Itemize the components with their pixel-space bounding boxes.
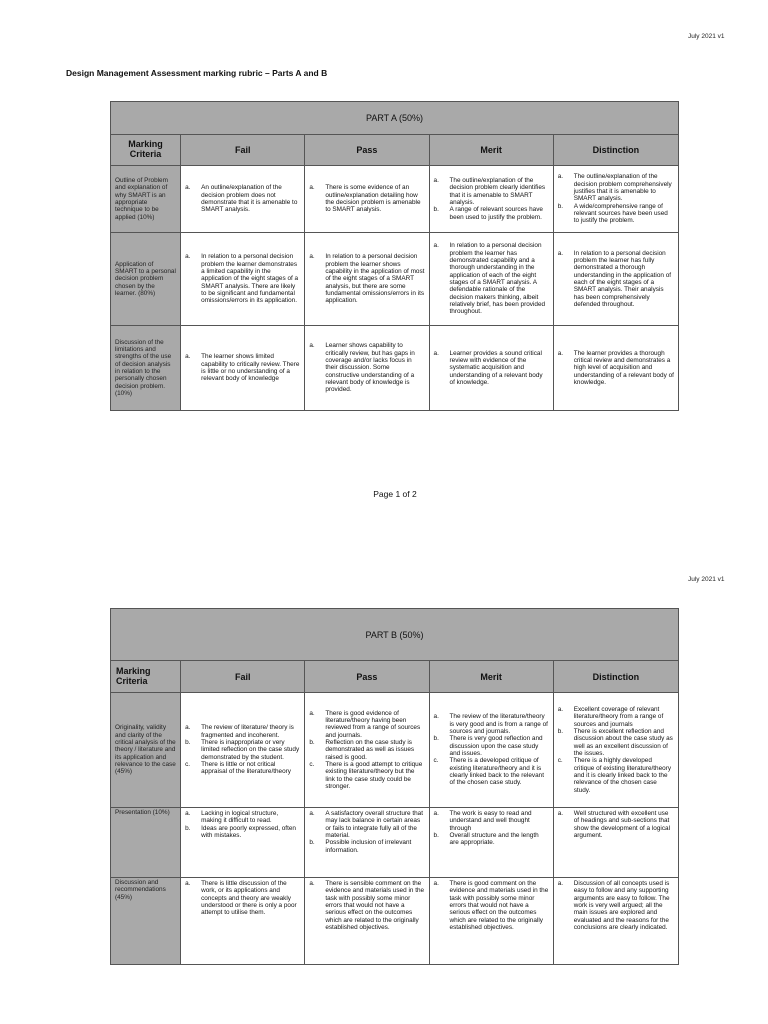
criteria-list <box>185 184 300 213</box>
list-item-text: In relation to a personal decision problem the learner demonstrates a limited capability in the application of the eight stages of a SMART analysis. There are likely to be significant and fundamental omissions/errors in its application. <box>201 253 299 305</box>
list-item <box>309 342 424 394</box>
list-item-text: Ideas are poorly expressed, often with mistakes. <box>201 824 296 840</box>
list-item <box>434 880 549 932</box>
list-marker: a. <box>185 353 191 361</box>
list-item-text: There is a good attempt to critique existing literature/theory but the link to the case study could be stronger. <box>325 761 423 791</box>
list-item <box>309 839 424 854</box>
list-item-text: The outline/explanation of the decision problem comprehensively justifies that it is amenable to SMART analysis. <box>573 173 672 203</box>
list-item <box>434 713 549 735</box>
criteria-cell: Application of SMART to a personal decision problem chosen by the learner. (80%) <box>111 233 181 326</box>
list-marker: b. <box>557 727 564 735</box>
merit-cell <box>429 808 553 878</box>
criteria-list <box>558 173 674 225</box>
list-item-text: There is good evidence of literature/theory having been reviewed from a range of sources and journals. <box>325 709 421 739</box>
list-item <box>185 880 300 917</box>
criteria-list <box>309 342 424 394</box>
list-item <box>309 761 424 790</box>
part-b-rubric-table <box>110 608 679 965</box>
merit-header-b: Merit <box>429 661 553 693</box>
merit-cell <box>429 326 553 411</box>
list-item-text: The review of literature/ theory is fragmented and incoherent. <box>201 724 294 739</box>
list-item <box>185 825 300 840</box>
criteria-list <box>185 353 300 382</box>
criteria-list <box>434 242 549 316</box>
criteria-list <box>309 184 424 213</box>
list-marker: a. <box>185 724 191 732</box>
list-marker: a. <box>185 810 191 817</box>
criteria-list <box>558 880 674 932</box>
criteria-list <box>434 350 549 387</box>
list-item-text: The outline/explanation of the decision problem clearly identifies that it is amenable to SMART analysis. <box>449 176 546 206</box>
list-marker: c. <box>309 761 315 769</box>
list-item <box>309 710 424 739</box>
fail-header: Fail <box>181 135 305 166</box>
rubric-row <box>111 233 679 326</box>
rubric-row <box>111 326 679 411</box>
rubric-row <box>111 693 679 808</box>
list-marker: c. <box>433 757 439 765</box>
list-marker: a. <box>557 705 564 713</box>
criteria-list <box>558 706 674 794</box>
distinction-header-b: Distinction <box>553 661 678 693</box>
list-item-text: The work is easy to read and understand and well thought through <box>449 810 532 832</box>
list-marker: a. <box>433 349 439 357</box>
fail-cell <box>181 878 305 965</box>
list-item-text: There is very good reflection and discussion upon the case study and issues. <box>449 735 543 757</box>
list-item-text: There is little discussion of the work, or its applications and concepts and theory are weakly understood or there is only a poor attempt to utilise them. <box>201 880 297 917</box>
criteria-list <box>309 810 424 854</box>
distinction-cell <box>553 808 678 878</box>
list-item-text: Possible inclusion of irrelevant information. <box>325 839 412 854</box>
list-marker: a. <box>309 342 315 350</box>
version-label-page-2: July 2021 v1 <box>688 576 725 583</box>
list-item <box>558 728 674 757</box>
list-item-text: A satisfactory overall structure that may lack balance in certain areas or fails to integrate fully all of the material. <box>325 810 423 840</box>
list-marker: a. <box>309 810 315 817</box>
list-item-text: An outline/explanation of the decision problem does not demonstrate that it is amenable to SMART analysis. <box>201 184 298 214</box>
list-marker: b. <box>557 202 564 210</box>
list-item <box>309 184 424 213</box>
list-marker: c. <box>185 761 191 769</box>
list-item-text: Learner provides a sound critical review with evidence of the systematic acquisition and understanding of a relevant body of knowledge. <box>449 349 543 387</box>
criteria-list <box>185 724 300 776</box>
rubric-row <box>111 878 679 965</box>
list-item <box>185 810 300 825</box>
list-marker: a. <box>433 880 439 887</box>
list-marker: a. <box>557 349 564 357</box>
merit-cell <box>429 878 553 965</box>
list-item <box>434 810 549 832</box>
list-marker: b. <box>433 206 439 214</box>
distinction-cell <box>553 878 678 965</box>
list-marker: a. <box>557 880 564 887</box>
merit-header: Merit <box>429 135 553 166</box>
criteria-list <box>309 880 424 932</box>
list-item-text: Well structured with excellent use of headings and sub-sections that show the development of a logical argument. <box>573 810 670 840</box>
list-marker: b. <box>433 832 439 840</box>
fail-cell <box>181 326 305 411</box>
criteria-list <box>185 253 300 305</box>
criteria-cell: Discussion and recommendations (45%) <box>111 878 181 965</box>
distinction-header: Distinction <box>553 135 678 166</box>
list-marker: a. <box>309 253 315 261</box>
list-marker: a. <box>309 709 315 717</box>
list-item <box>185 761 300 776</box>
list-item-text: There is inappropriate or very limited reflection on the case study demonstrated by the student. <box>201 738 300 761</box>
list-item-text: There is some evidence of an outline/explanation detailing how the decision problem is amenable to SMART analysis. <box>325 184 421 214</box>
list-item <box>434 757 549 786</box>
criteria-cell: Discussion of the limitations and strengths of the use of decision analysis in relation to the personally chosen decision problem. (10%) <box>111 326 181 411</box>
list-marker: a. <box>185 253 191 261</box>
list-marker: a. <box>433 242 439 250</box>
pass-cell <box>305 808 429 878</box>
list-item-text: There is sensible comment on the evidence and materials used in the task with possibly some minor errors that would not have a serious effect on the outcomes which are related to the originally established objectives. <box>325 880 425 932</box>
list-item <box>185 724 300 739</box>
distinction-cell <box>553 166 678 233</box>
criteria-list <box>434 177 549 221</box>
list-item-text: There is excellent reflection and discussion about the case study as well as an excellent discussion of the issues. <box>573 727 673 757</box>
part-b-title: PART B (50%) <box>111 609 679 661</box>
list-marker: a. <box>309 184 315 192</box>
rubric-row <box>111 808 679 878</box>
list-item-text: In relation to a personal decision problem the learner has fully demonstrated a thorough understanding in the application of each of the eight stages of a SMART analysis. Their analysis has been comprehensively defended throughout. <box>573 249 672 309</box>
list-item <box>558 757 674 794</box>
criteria-cell: Presentation (10%) <box>111 808 181 878</box>
list-item <box>309 739 424 761</box>
fail-cell <box>181 808 305 878</box>
list-item <box>185 184 300 213</box>
list-marker: a. <box>433 713 439 721</box>
pass-cell <box>305 326 429 411</box>
list-item <box>434 350 549 387</box>
list-item-text: The learner shows limited capability to critically review. There is little or no understanding of a relevant body of knowledge <box>201 353 300 383</box>
merit-cell <box>429 166 553 233</box>
criteria-list <box>558 250 674 309</box>
criteria-list <box>434 810 549 847</box>
list-marker: a. <box>433 810 439 817</box>
list-marker: b. <box>185 824 191 832</box>
distinction-cell <box>553 233 678 326</box>
list-marker: b. <box>309 738 315 746</box>
list-marker: a. <box>557 810 564 817</box>
pass-cell <box>305 166 429 233</box>
list-item <box>434 832 549 847</box>
list-item-text: Excellent coverage of relevant literature/theory from a range of sources and journals <box>573 705 664 728</box>
list-item-text: There is little or not critical appraisal of the literature/theory <box>201 761 291 776</box>
fail-header-b: Fail <box>181 661 305 693</box>
criteria-list <box>558 350 674 387</box>
criteria-list <box>434 880 549 932</box>
list-item-text: The learner provides a thorough critical review and demonstrates a high level of acquisition and understanding of a relevant body of knowledge. <box>573 349 674 387</box>
criteria-cell: Originality, validity and clarity of the critical analysis of the theory / literature and its application and relevance to the case (45%) <box>111 693 181 808</box>
list-item <box>558 173 674 202</box>
list-marker: b. <box>433 735 439 743</box>
list-item <box>309 253 424 305</box>
fail-cell <box>181 693 305 808</box>
pass-header-b: Pass <box>305 661 429 693</box>
criteria-list <box>309 253 424 305</box>
list-item-text: The review of the literature/theory is very good and is from a range of sources and journals. <box>449 713 548 735</box>
list-item-text: Lacking in logical structure, making it difficult to read. <box>201 810 279 825</box>
part-a-rubric-table <box>110 101 679 411</box>
list-item <box>558 880 674 932</box>
criteria-cell: Outline of Problem and explanation of why SMART is an appropriate technique to be applied (10%) <box>111 166 181 233</box>
list-item-text: There is a developed critique of existing literature/theory and it is clearly linked back to the relevant of the chosen case study. <box>449 757 545 787</box>
list-item-text: In relation to a personal decision problem the learner has demonstrated capability and a thorough understanding in the application of each of the eight stages of a SMART analysis. A defendable rationale of the decision makers thinking, albeit relatively brief, has been provided throughout. <box>449 242 546 316</box>
list-marker: a. <box>557 173 564 181</box>
list-item <box>434 206 549 221</box>
list-item <box>558 203 674 225</box>
distinction-cell <box>553 693 678 808</box>
list-item <box>434 735 549 757</box>
list-item-text: Overall structure and the length are appropriate. <box>449 832 539 847</box>
pass-cell <box>305 233 429 326</box>
criteria-list <box>309 710 424 791</box>
list-item <box>185 353 300 382</box>
list-marker: a. <box>185 880 191 887</box>
list-marker: a. <box>557 249 564 257</box>
list-item <box>558 810 674 839</box>
list-item <box>434 177 549 206</box>
version-label: July 2021 v1 <box>688 33 725 40</box>
list-item-text: Reflection on the case study is demonstrated as well as issues raised is good. <box>325 738 415 761</box>
list-item <box>558 350 674 387</box>
fail-cell <box>181 166 305 233</box>
list-item-text: Discussion of all concepts used is easy to follow and any supporting arguments are easy to follow. The work is very well argued; all the main issues are explored and evaluated and the reasons for the conclusions are clearly indicated. <box>573 880 670 932</box>
list-item-text: A wide/comprehensive range of relevant sources have been used to justify the problem. <box>573 202 668 225</box>
merit-cell <box>429 233 553 326</box>
list-item <box>185 253 300 305</box>
list-item-text: Learner shows capability to critically review, but has gaps in coverage and/or lacks focus in their discussion. Some constructive understanding of a relevant body of knowledge is provided. <box>325 342 415 394</box>
list-marker: a. <box>433 176 439 184</box>
merit-cell <box>429 693 553 808</box>
criteria-list <box>185 880 300 917</box>
list-item <box>434 242 549 316</box>
list-item-text: A range of relevant sources have been used to justify the problem. <box>449 206 543 221</box>
list-marker: a. <box>185 184 191 192</box>
list-item <box>558 250 674 309</box>
pass-header: Pass <box>305 135 429 166</box>
criteria-header-b: Marking Criteria <box>111 661 181 693</box>
document-title: Design Management Assessment marking rubric – Parts A and B <box>66 68 328 78</box>
distinction-cell <box>553 326 678 411</box>
list-item <box>309 880 424 932</box>
list-marker: c. <box>557 757 563 765</box>
pass-cell <box>305 878 429 965</box>
fail-cell <box>181 233 305 326</box>
part-a-title: PART A (50%) <box>111 102 679 135</box>
criteria-header: Marking Criteria <box>111 135 181 166</box>
criteria-list <box>434 713 549 787</box>
rubric-row <box>111 166 679 233</box>
page-footer: Page 1 of 2 <box>373 489 417 499</box>
list-item <box>185 739 300 761</box>
list-item-text: There is good comment on the evidence and materials used in the task with possibly some minor errors that would not have a serious effect on the outcomes which are related to the originally established objectives. <box>449 880 549 932</box>
list-item <box>309 810 424 839</box>
list-marker: b. <box>185 738 191 746</box>
list-item-text: In relation to a personal decision problem the learner shows capability in the application of most of the eight stages of a SMART analysis, but there are some fundamental omissions/errors in its application. <box>325 253 425 305</box>
list-item <box>558 706 674 728</box>
pass-cell <box>305 693 429 808</box>
list-item-text: There is a highly developed critique of existing literature/theory and it is clearly linked back to the relevance of the chosen case study. <box>573 757 672 794</box>
list-marker: a. <box>309 880 315 887</box>
criteria-list <box>558 810 674 839</box>
list-marker: b. <box>309 839 315 847</box>
criteria-list <box>185 810 300 839</box>
